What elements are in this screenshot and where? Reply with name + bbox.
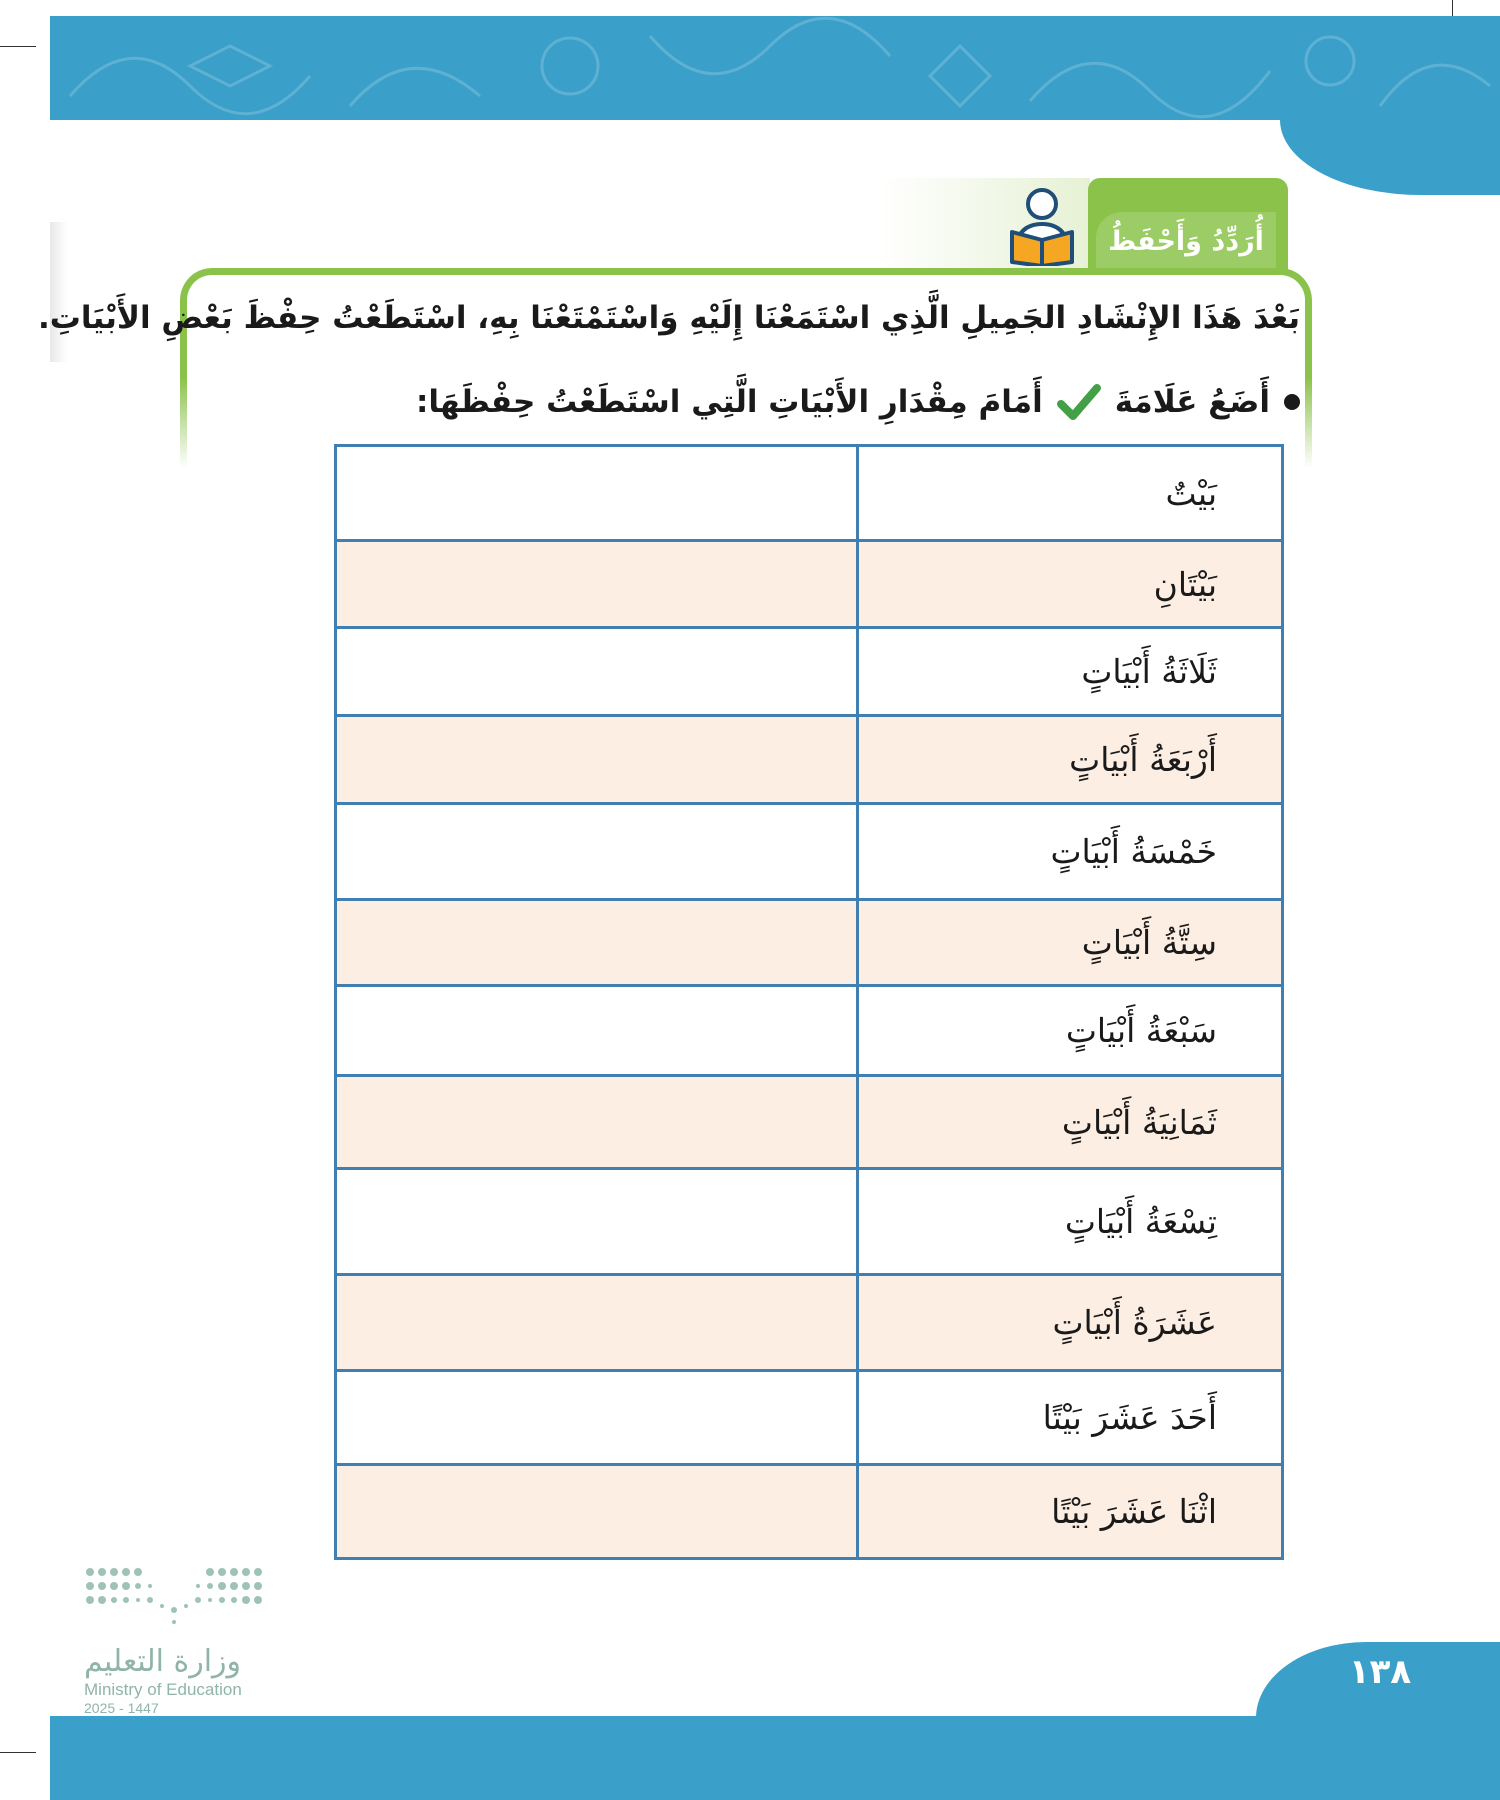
table-row [336, 541, 1283, 628]
row-label: تِسْعَةُ أَبْيَاتٍ [857, 1169, 1282, 1275]
check-cell[interactable] [336, 716, 858, 804]
bullet-icon [1284, 394, 1300, 410]
row-label: بَيْتٌ [857, 446, 1282, 541]
header-band-curve [1280, 120, 1500, 195]
row-label: اثْنَا عَشَرَ بَيْتًا [857, 1465, 1282, 1559]
crop-mark [1452, 0, 1453, 16]
check-cell[interactable] [336, 1169, 858, 1275]
table-row [336, 716, 1283, 804]
check-cell[interactable] [336, 446, 858, 541]
calligraphy-pattern [50, 16, 1500, 120]
reader-icon [1004, 186, 1080, 266]
row-label: ثَلَاثَةُ أَبْيَاتٍ [857, 628, 1282, 716]
header-band [50, 16, 1500, 120]
page-number: ١٣٨ [1348, 1652, 1412, 1692]
check-cell[interactable] [336, 900, 858, 986]
edition-year: 2025 - 1447 [84, 1700, 159, 1716]
row-label: سِتَّةُ أَبْيَاتٍ [857, 900, 1282, 986]
table-row [336, 446, 1283, 541]
crop-mark [0, 1752, 36, 1753]
table-row [336, 1076, 1283, 1169]
verses-table [334, 444, 1284, 1560]
table-row [336, 900, 1283, 986]
table-row [336, 1465, 1283, 1559]
row-label: سَبْعَةُ أَبْيَاتٍ [857, 986, 1282, 1076]
check-mark-icon [1057, 382, 1101, 422]
check-cell[interactable] [336, 804, 858, 900]
row-label: خَمْسَةُ أَبْيَاتٍ [857, 804, 1282, 900]
check-cell[interactable] [336, 986, 858, 1076]
table-row [336, 628, 1283, 716]
page-edge-shadow [50, 222, 68, 362]
row-label: أَرْبَعَةُ أَبْيَاتٍ [857, 716, 1282, 804]
table-row [336, 1169, 1283, 1275]
row-label: بَيْتَانِ [857, 541, 1282, 628]
check-cell[interactable] [336, 1076, 858, 1169]
check-cell[interactable] [336, 541, 858, 628]
row-label: ثَمَانِيَةُ أَبْيَاتٍ [857, 1076, 1282, 1169]
table-row [336, 804, 1283, 900]
task-text-end: أَمَامَ مِقْدَارِ الأَبْيَاتِ الَّتِي اسْتَطَعْتُ حِفْظَهَا: [415, 384, 1043, 420]
ministry-name-en: Ministry of Education [84, 1680, 242, 1699]
section-title: أُرَدِّدُ وَأَحْفَظُ [1096, 212, 1276, 270]
instruction-intro: بَعْدَ هَذَا الإِنْشَادِ الجَمِيلِ الَّذِي اسْتَمَعْنَا إِلَيْهِ وَاسْتَمْتَعْنَا بِهِ، اسْتَطَعْتُ حِفْظَ بَعْضِ الأَبْيَاتِ. [38, 300, 1300, 336]
row-label: أَحَدَ عَشَرَ بَيْتًا [857, 1371, 1282, 1465]
check-cell[interactable] [336, 1465, 858, 1559]
footer-band [50, 1716, 1500, 1800]
row-label: عَشَرَةُ أَبْيَاتٍ [857, 1275, 1282, 1371]
instruction-frame [38, 268, 1312, 468]
instruction-task [200, 382, 1300, 422]
check-cell[interactable] [336, 1275, 858, 1371]
table-row [336, 1275, 1283, 1371]
check-cell[interactable] [336, 1371, 858, 1465]
ministry-name-ar: وزارة التعليم [84, 1644, 242, 1679]
table-row [336, 1371, 1283, 1465]
task-text-start: أَضَعُ عَلَامَةَ [1114, 384, 1270, 420]
table-row [336, 986, 1283, 1076]
crop-mark [0, 46, 36, 47]
check-cell[interactable] [336, 628, 858, 716]
